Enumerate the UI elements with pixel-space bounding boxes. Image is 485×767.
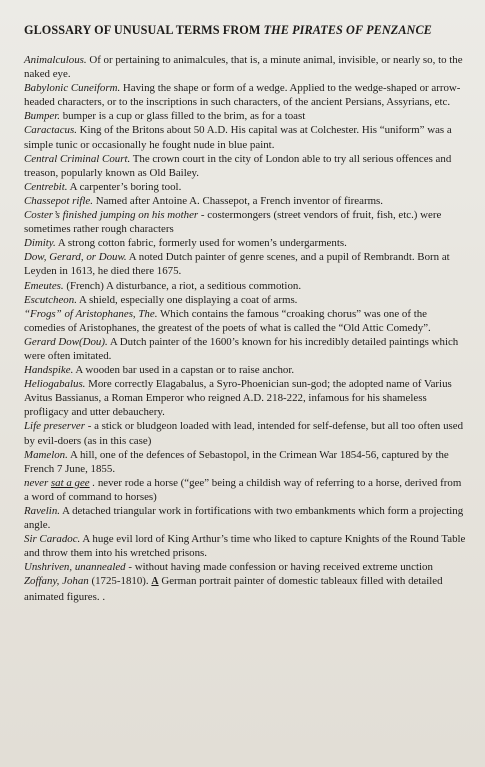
entry-definition: The crown court in the city of London able to try all serious offences and treason, popularly known as Old Bailey. [24,152,452,179]
glossary-entry-animalculous [24,53,466,81]
entry-term: Heliogabalus. [24,378,86,391]
glossary-entry-mamelon [24,448,466,476]
entry-definition: A huge evil lord of King Arthur’s time who liked to capture Knights of the Round Table and throw them into his wretched prisons. [24,533,466,560]
entry-term: “Frogs” of Aristophanes, The. [24,307,158,320]
glossary-entry-dow-gerard [24,250,466,278]
entry-term: Gerard Dow(Dou). [24,335,108,348]
handwritten-a-mark: A [151,576,159,588]
entry-definition: A shield, especially one displaying a coat of arms. [76,293,298,306]
glossary-entry-babylonic-cuneiform [24,81,466,109]
entry-definition: - without having made confession or having received extreme unction [125,561,433,574]
glossary-entry-centrebit [24,180,466,194]
entry-term-tail: . [89,476,96,489]
entry-term: Central Criminal Court. [24,152,131,165]
entry-definition: Of or pertaining to animalcules, that is, a minute animal, invisible, or nearly so, to the naked eye. [24,54,463,81]
entry-definition: Named after Antoine A. Chassepot, a French inventor of firearms. [92,194,384,207]
glossary-entry-escutcheon [24,293,466,307]
glossary-entry-coster [24,208,466,236]
glossary-entry-handspike [24,363,466,377]
entry-term: Centrebit. [24,180,68,193]
entry-definition: A hill, one of the defences of Sebastopol, in the Crimean War 1854-56, captured by the French 7 June, 1855. [24,448,449,475]
entry-term: Ravelin. [24,505,60,517]
entry-definition: A carpenter’s boring tool. [67,180,182,193]
glossary-list [24,53,466,604]
entry-definition: A wooden bar used in a capstan or to raise anchor. [73,364,295,377]
entry-definition: German portrait painter of domestic tableaux filled with detailed animated figures. . [24,575,443,603]
entry-term: Emeutes. [24,279,64,292]
entry-term: Caractacus. [24,124,77,137]
entry-definition: - a stick or bludgeon loaded with lead, intended for self-defense, but all too often used by evil-doers (as in this case) [24,420,464,447]
page-title [24,22,466,38]
title-work: THE PIRATES OF PENZANCE [263,23,432,37]
entry-definition: More correctly Elagabalus, a Syro-Phoenician sun-god; the adopted name of Varius Avitus Bassianus, a Roman Emperor who reigned A.D. 218-222, infamous for his shameless profligacy and utter debauchery. [24,378,452,419]
entry-term: Unshriven, unannealed [24,561,126,574]
entry-term: Dow, Gerard, or Douw. [24,251,127,264]
entry-definition: bumper is a cup or glass filled to the brim, as for a toast [60,110,306,123]
entry-term: Zoffany, Johan [24,575,89,588]
entry-definition: A noted Dutch painter of genre scenes, and a pupil of Rembrandt. Born at Leyden in 1613, he died there 1675. [24,251,450,278]
glossary-entry-dimity [24,236,466,250]
entry-definition: King of the Britons about 50 A.D. His capital was at Colchester. His “uniform” was a simple tunic or occasionally he fought nude in blue paint. [24,124,452,151]
entry-definition: Which contains the famous “croaking chorus” was one of the comedies of Aristophanes, the greatest of the poets of what is called the “Old Attic Comedy”. [24,307,431,334]
entry-dates: (1725-1810). [88,575,152,588]
glossary-entry-bumper [24,109,466,123]
entry-term: Life preserver [24,420,85,433]
entry-definition: never rode a horse (“gee” being a childish way of referring to a horse, derived from a word of command to horses) [24,476,462,503]
glossary-entry-unshriven [24,560,466,574]
glossary-entry-gerard-dow [24,335,466,363]
glossary-entry-emeutes [24,279,466,293]
entry-definition: A strong cotton fabric, formerly used for women’s undergarments. [55,237,347,250]
entry-term: Coster’s finished jumping on his mother [24,209,199,222]
entry-definition: - costermongers (street vendors of fruit, fish, etc.) were sometimes rather rough characters [24,209,442,236]
glossary-entry-frogs [24,307,466,335]
glossary-entry-central-criminal-court [24,152,466,180]
glossary-entry-never-sat-a-gee [24,476,466,504]
glossary-entry-zoffany [24,574,466,603]
entry-term: Escutcheon. [24,293,77,306]
entry-term: Bumper. [24,110,60,123]
entry-term: Sir Caradoc. [24,533,81,546]
entry-term: Babylonic Cuneiform. [24,82,121,95]
entry-definition: A Dutch painter of the 1600’s known for his incredibly detailed paintings which were often imitated. [24,335,459,362]
glossary-entry-heliogabalus [24,377,466,419]
entry-term: Dimity. [24,237,56,250]
glossary-entry-caractacus [24,123,466,151]
title-prefix: GLOSSARY OF UNUSUAL TERMS FROM [24,23,264,37]
entry-definition: Having the shape or form of a wedge. Applied to the wedge-shaped or arrow-headed characters, or to the inscriptions in such characters, of the ancient Persians, Assyrians, etc. [24,82,461,109]
glossary-entry-chassepot-rifle [24,194,466,208]
glossary-entry-sir-caradoc [24,532,466,560]
entry-term: Mamelon. [24,448,68,461]
entry-term-underlined: sat a gee [50,476,90,489]
glossary-entry-ravelin [24,504,466,532]
entry-definition: (French) A disturbance, a riot, a seditious commotion. [63,279,302,292]
entry-term: Handspike. [24,364,74,377]
entry-term: Animalculous. [24,54,87,66]
entry-term: never [24,476,51,489]
glossary-entry-life-preserver [24,419,466,447]
entry-term: Chassepot rifle. [24,194,93,207]
entry-definition: A detached triangular work in fortifications with two embankments which form a projecting angle. [24,505,464,532]
